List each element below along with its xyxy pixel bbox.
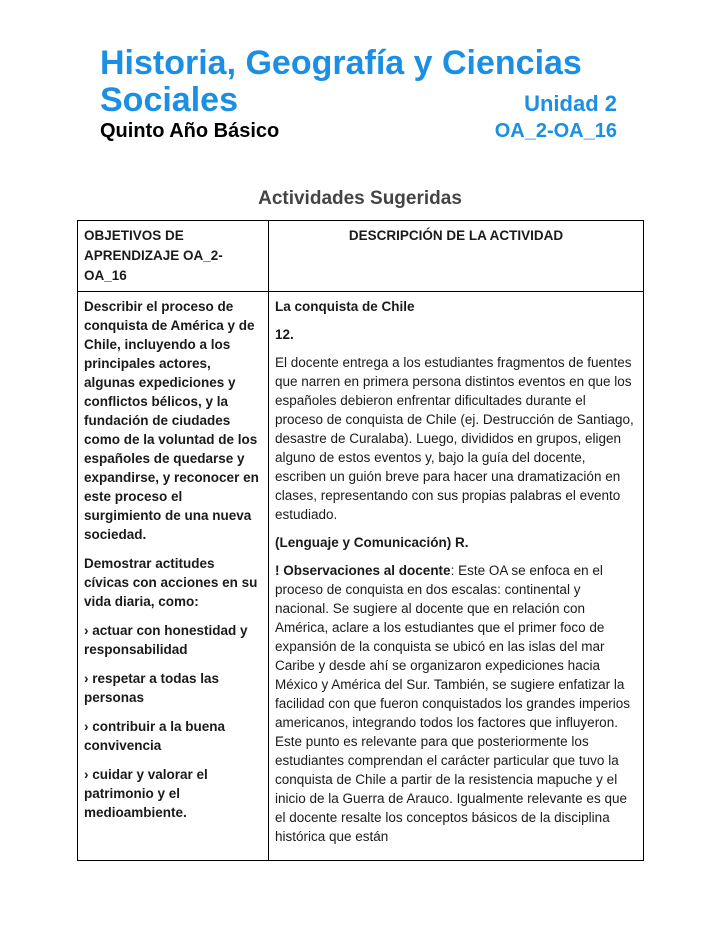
table-row (78, 292, 644, 861)
subject-title-cont: Sociales (100, 81, 238, 119)
section-title: Actividades Sugeridas (258, 188, 462, 209)
observations-label: ! Observaciones al docente (275, 563, 451, 578)
attitude-item: › actuar con honestidad y responsabilidad (84, 623, 248, 657)
subject-title: Historia, Geografía y Ciencias (100, 44, 582, 82)
unit-label: Unidad 2 (524, 91, 617, 116)
objective-attitudes: Demostrar actitudes cívicas con acciones en su vida diaria, como: (84, 556, 258, 609)
description-cell (269, 292, 644, 861)
attitude-item: › contribuir a la buena convivencia (84, 719, 226, 753)
activities-table (77, 220, 644, 861)
observations-text: : Este OA se enfoca en el proceso de conquista en dos escalas: continental y nacional. Se sugiere al docente que en relación con América, aclare a los estudiantes que el primer foco de expansión de la conquista se ubicó en las islas del mar Caribe y desde ahí se organizaron expediciones hacia México y América del Sur. También, se sugiere enfatizar la facilidad con que fueron conquistados los grandes imperios americanos, integrando todos los factores que influyeron. Este punto es relevante para que posteriormente los estudiantes comprendan el carácter particular que tuvo la conquista de Chile a partir de la resistencia mapuche y el inicio de la Guerra de Arauco. Igualmente relevante es que el docente resalte los conceptos básicos de la disciplina histórica que están (275, 563, 630, 844)
attitude-item: › cuidar y valorar el patrimonio y el medioambiente. (84, 767, 208, 820)
observations (275, 561, 637, 846)
oa-code: OA_2-OA_16 (494, 120, 617, 142)
activity-text: El docente entrega a los estudiantes fragmentos de fuentes que narren en primera persona distintos eventos en que los españoles debieron enfrentar dificultades durante el proceso de conquista de Chile (ej. Destrucción de Santiago, desastre de Curalaba). Luego, divididos en grupos, eligen alguno de estos eventos y, bajo la guía del docente, escriben un guión breve para hacer una dramatización en clases, representando con sus propias palabras el evento estudiado. (275, 355, 634, 522)
integration-note: (Lenguaje y Comunicación) R. (275, 535, 469, 550)
title-row-2 (100, 82, 617, 118)
activity-number: 12. (275, 327, 294, 342)
table-header-row (78, 221, 644, 292)
activity-title: La conquista de Chile (275, 299, 415, 314)
attitude-item: › respetar a todas las personas (84, 671, 220, 705)
document-header (100, 44, 617, 143)
objectives-header: OBJETIVOS DE APRENDIZAJE OA_2-OA_16 (78, 221, 269, 292)
description-header: DESCRIPCIÓN DE LA ACTIVIDAD (269, 221, 644, 292)
title-row-3 (100, 120, 617, 143)
grade-label: Quinto Año Básico (100, 120, 280, 142)
objectives-cell (78, 292, 269, 861)
objective-main: Describir el proceso de conquista de América y de Chile, incluyendo a los principales actores, algunas expediciones y conflictos bélicos, y la fundación de ciudades como de la voluntad de los españoles de quedarse y expandirse, y reconocer en este proceso el surgimiento de una nueva sociedad. (84, 299, 259, 542)
